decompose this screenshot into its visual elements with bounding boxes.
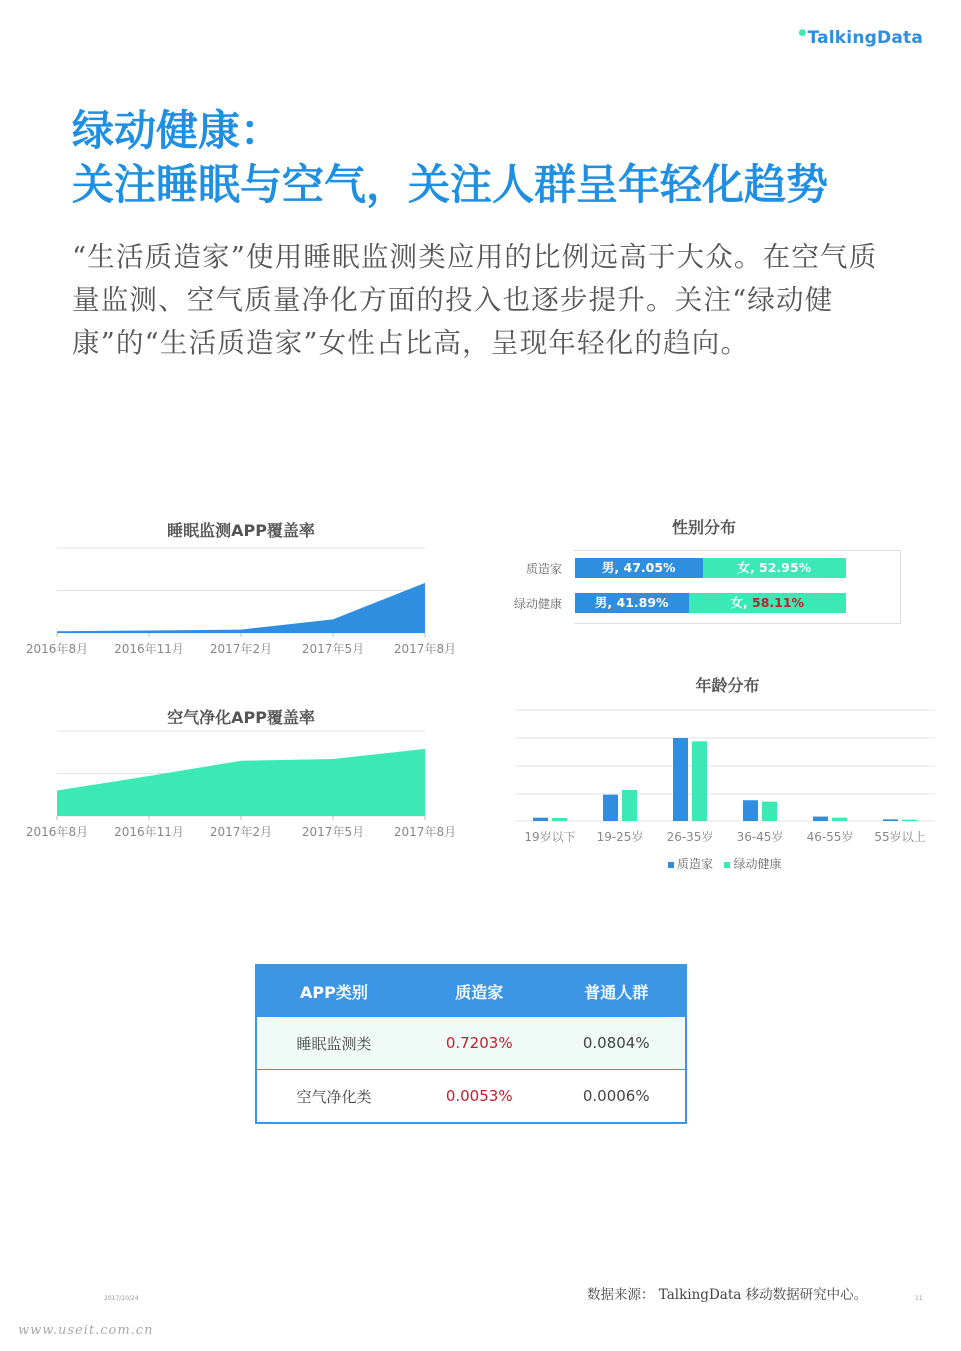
air-area-chart [20,728,460,848]
age-chart-legend [668,855,781,872]
age-bar [673,738,688,821]
brand-name: TalkingData [807,28,923,48]
air-chart-title: 空气净化APP覆盖率 [167,708,315,727]
bar-label-prefix: 女, [730,595,753,610]
bar-label-value: 58.11% [752,595,805,610]
logo-dot-icon: ● [798,28,807,38]
table-cell: 空气净化类 [256,1070,411,1124]
x-tick-label: 2017年5月 [301,642,365,656]
x-tick-label: 2016年11月 [114,642,184,656]
legend-swatch-icon [724,862,730,868]
title-line2: 关注睡眠与空气，关注人群呈年轻化趋势 [72,160,829,209]
x-tick-label: 46-55岁 [806,830,854,844]
sleep-area-chart [20,545,460,665]
table-cell: 0.0804% [547,1017,686,1070]
age-bar [813,817,828,821]
x-tick-label: 19岁以下 [524,830,576,844]
gender-category-label: 绿动健康 [513,597,562,611]
legend-label: 质造家 [677,857,714,871]
age-bar [552,818,567,821]
brand-logo [798,28,923,48]
x-tick-label: 55岁以上 [874,830,926,844]
age-bar [603,795,618,821]
age-bar [832,818,847,821]
gender-bar-segment: 男, 41.89% [575,593,689,613]
x-tick-label: 2017年5月 [301,825,365,839]
age-bar [902,820,917,821]
age-bar [622,790,637,821]
gender-chart-title: 性别分布 [671,518,736,537]
gender-bar-segment [689,593,846,613]
x-tick-label: 19-25岁 [596,830,644,844]
page-number: 11 [915,1295,923,1302]
legend-label: 绿动健康 [733,857,782,871]
x-tick-label: 2016年11月 [114,825,184,839]
table-cell: 0.0006% [547,1070,686,1124]
age-bar [743,800,758,821]
age-bar [762,802,777,821]
age-bar [883,819,898,821]
x-tick-label: 36-45岁 [736,830,784,844]
table-row [256,1017,686,1070]
table-header-row [256,965,686,1017]
data-source: 数据来源： TalkingData 移动数据研究中心。 [587,1287,868,1303]
table-header: APP类别 [256,965,411,1017]
legend-swatch-icon [668,862,674,868]
x-tick-label: 26-35岁 [666,830,714,844]
app-category-table [255,964,687,1124]
x-tick-label: 2017年8月 [393,642,457,656]
table-row [256,1070,686,1124]
gender-bar-segment: 男, 47.05% [575,558,703,578]
x-tick-label: 2017年8月 [393,825,457,839]
table-cell: 0.7203% [411,1017,548,1070]
footer-date: 2017/10/24 [104,1295,139,1302]
intro-paragraph: “生活质造家”使用睡眠监测类应用的比例远高于大众。在空气质量监测、空气质量净化方面的投入也逐步提升。关注“绿动健康”的“生活质造家”女性占比高，呈现年轻化的趋向。 [72,241,878,359]
x-tick-label: 2016年8月 [25,825,89,839]
age-bar [533,818,548,821]
x-tick-label: 2017年2月 [209,642,273,656]
table-header: 质造家 [411,965,548,1017]
age-chart-title: 年龄分布 [695,676,760,695]
gender-bar-segment: 女, 52.95% [703,558,846,578]
table-cell: 0.0053% [411,1070,548,1124]
page-title [72,104,828,212]
table-cell: 睡眠监测类 [256,1017,411,1070]
title-line1: 绿动健康： [72,106,283,155]
age-bar [692,741,707,821]
table-header: 普通人群 [547,965,686,1017]
x-tick-label: 2017年2月 [209,825,273,839]
sleep-chart-title: 睡眠监测APP覆盖率 [167,521,315,540]
watermark: www.useit.com.cn [18,1323,154,1338]
age-bar-chart [505,705,945,845]
gender-category-label: 质造家 [525,562,562,576]
series-area [57,749,425,816]
x-tick-label: 2016年8月 [25,642,89,656]
